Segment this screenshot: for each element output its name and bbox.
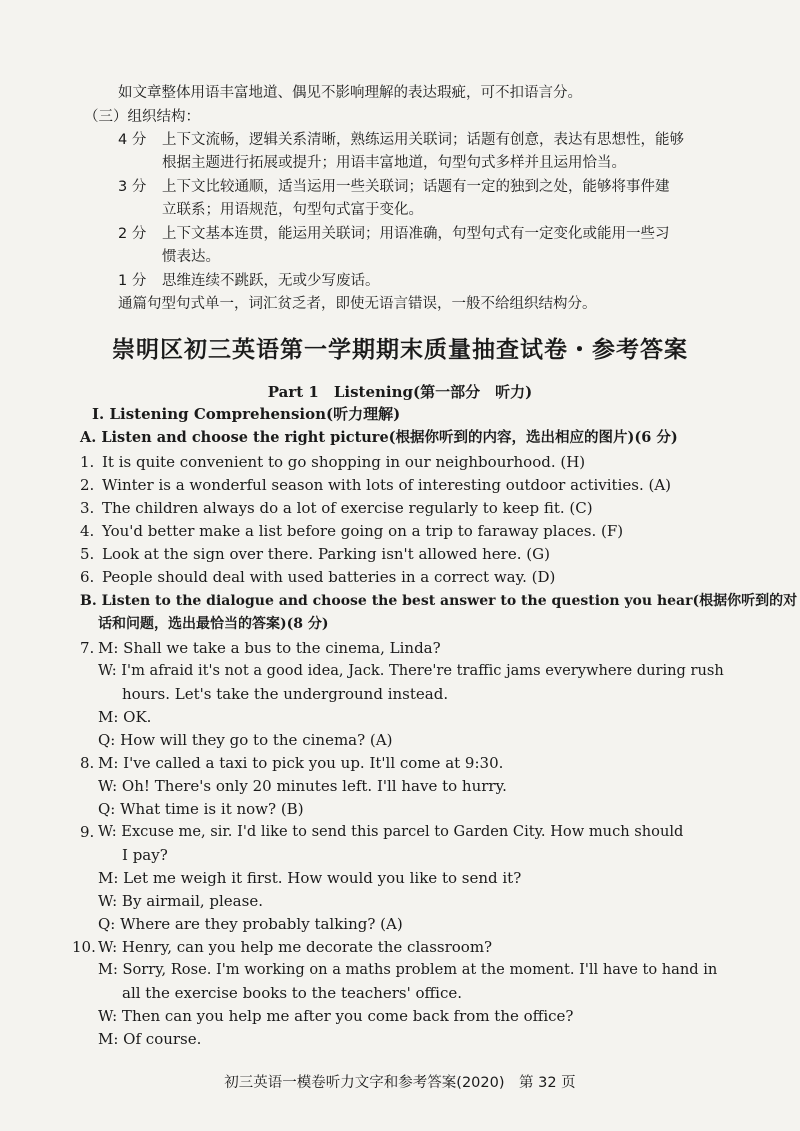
question-line: Q: Where are they probably talking? (A) [98,915,403,933]
section-b-heading-1: B. Listen to the dialogue and choose the best answer to the question you hear(根据你听到的对 [80,593,798,609]
section-a-heading: A. Listen and choose the right picture(根据你听到的内容，选出相应的图片)(6 分) [80,429,678,446]
question-7-number: 7. [80,639,95,657]
question-line: Q: How will they go to the cinema? (A) [98,731,393,749]
list-item: 1. It is quite convenient to go shopping in our neighbourhood. (H) [80,453,586,471]
page-footer: 初三英语一模卷听力文字和参考答案(2020) 第 32 页 [224,1075,576,1091]
dialogue-line: M: Let me weigh it first. How would you like to send it? [98,869,522,887]
dialogue-line: M: Of course. [98,1030,202,1048]
list-item: 3. The children always do a lot of exercise regularly to keep fit. (C) [80,499,593,517]
dialogue-line: W: Excuse me, sir. I'd like to send this parcel to Garden City. How much should [98,823,684,840]
score-1-text: 思维连续不跳跃，无或少写废话。 [162,273,380,289]
score-1-label: 1 分 [118,273,147,289]
dialogue-line: W: Henry, can you help me decorate the classroom? [98,938,493,956]
score-2-label: 2 分 [118,226,147,242]
dialogue-line: W: Then can you help me after you come back from the office? [98,1007,574,1025]
score-2-text-2: 惯表达。 [162,249,220,265]
question-line: Q: What time is it now? (B) [98,800,304,818]
score-4-label: 4 分 [118,132,147,148]
question-9-number: 9. [80,823,95,841]
organization-heading: （三）组织结构： [84,109,200,125]
list-item: 4. You'd better make a list before going on a trip to faraway places. (F) [80,522,624,540]
dialogue-line: I pay? [122,846,168,864]
section-1-heading: Ⅰ. Listening Comprehension(听力理解) [92,405,401,423]
section-b-heading-2: 话和问题，选出最恰当的答案)(8 分) [98,616,329,632]
score-4-text-1: 上下文流畅，逻辑关系清晰，熟练运用关联词；话题有创意，表达有思想性，能够 [162,132,684,148]
answer-key-title: 崇明区初三英语第一学期期末质量抽查试卷・参考答案 [112,337,688,363]
question-10-number: 10. [72,938,96,956]
dialogue-line: W: Oh! There's only 20 minutes left. I'll have to hurry. [98,777,507,795]
dialogue-line: W: By airmail, please. [98,892,263,910]
score-3-text-1: 上下文比较通顺，适当运用一些关联词；话题有一定的独到之处，能够将事件建 [162,179,670,195]
list-item: 2. Winter is a wonderful season with lots of interesting outdoor activities. (A) [80,476,672,494]
dialogue-line: W: I'm afraid it's not a good idea, Jack. There're traffic jams everywhere during rush [98,662,724,679]
dialogue-line: all the exercise books to the teachers' office. [122,984,463,1002]
dialogue-line: M: Shall we take a bus to the cinema, Linda? [98,639,441,657]
score-3-label: 3 分 [118,179,147,195]
score-4-text-2: 根据主题进行拓展或提升；用语丰富地道，句型句式多样并且运用恰当。 [162,155,626,171]
dialogue-line: hours. Let's take the underground instead. [122,685,449,703]
organization-note: 通篇句型句式单一，词汇贫乏者，即使无语言错误，一般不给组织结构分。 [118,296,597,312]
list-item: 6. People should deal with used batteries in a correct way. (D) [80,568,556,586]
language-note: 如文章整体用语丰富地道、偶见不影响理解的表达瑕疵，可不扣语言分。 [118,85,582,101]
part-heading: Part 1 Listening(第一部分 听力) [267,383,533,401]
score-3-text-2: 立联系；用语规范，句型句式富于变化。 [162,202,423,218]
list-item: 5. Look at the sign over there. Parking isn't allowed here. (G) [80,545,550,563]
question-8-number: 8. [80,754,95,772]
dialogue-line: M: Sorry, Rose. I'm working on a maths problem at the moment. I'll have to hand in [98,961,718,978]
dialogue-line: M: OK. [98,708,152,726]
dialogue-line: M: I've called a taxi to pick you up. It'll come at 9:30. [98,754,504,772]
score-2-text-1: 上下文基本连贯，能运用关联词；用语准确，句型句式有一定变化或能用一些习 [162,226,670,242]
